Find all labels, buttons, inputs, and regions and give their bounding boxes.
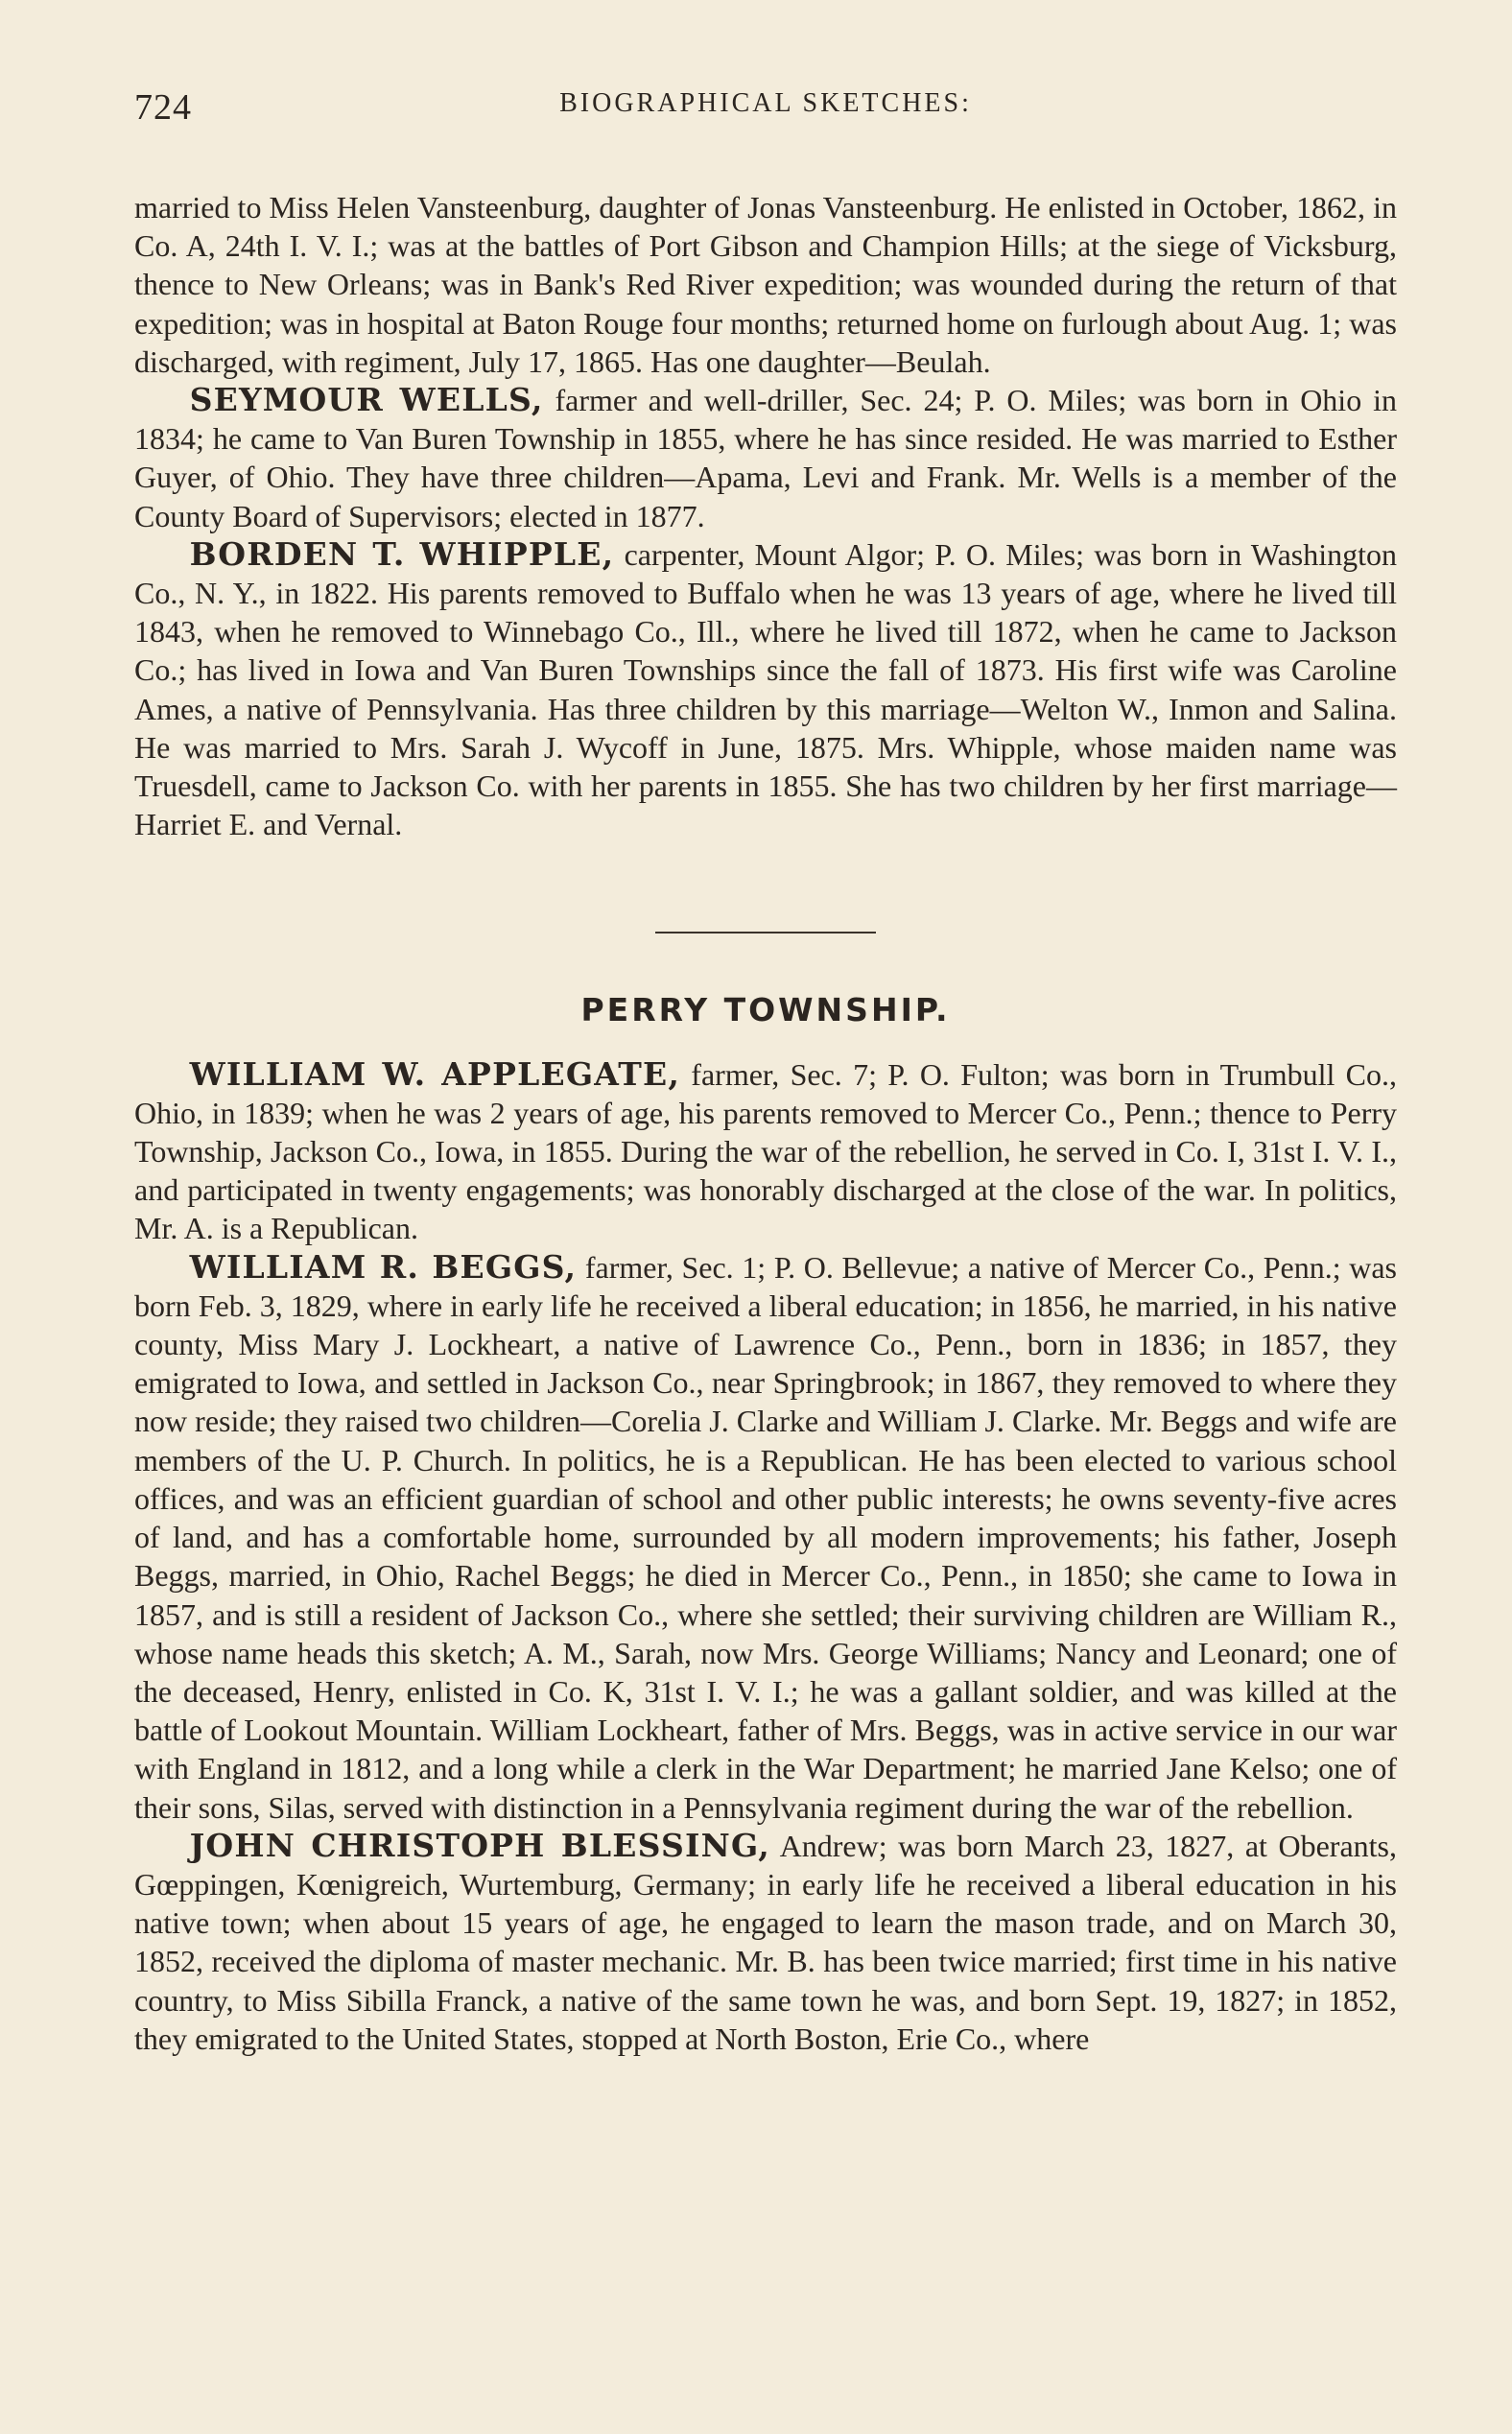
sketch-name: JOHN CHRISTOPH BLESSING, [189, 1826, 770, 1864]
sketch-seymour-wells [134, 381, 1397, 535]
sketch-john-blessing [134, 1827, 1397, 2058]
section-divider [655, 932, 876, 933]
section-heading: PERRY TOWNSHIP. [580, 991, 951, 1029]
sketch-text: farmer, Sec. 1; P. O. Bellevue; a native of Mercer Co., Penn.; was born Feb. 3, 1829, where in early life he received a liberal education; in 1856, he married, in his native county, Miss Mary J. Lockheart, a native of Lawrence Co., Penn., born in 1836; in 1857, they emigrated to Iowa, and settled in Jackson Co., near Springbrook; in 1867, they removed to where they now reside; they raised two children—Corelia J. Clarke and William J. Clarke. Mr. Beggs and wife are members of the U. P. Church. In politics, he is a Republican. He has been elected to various school offices, and was an efficient guardian of school and other public interests; he owns seventy-five acres of land, and has a comfortable home, surrounded by all modern improvements; his father, Joseph Beggs, married, in Ohio, Rachel Beggs; he died in Mercer Co., Penn., in 1850; she came to Iowa in 1857, and is still a resident of Jackson Co., where she settled; their surviving children are William R., whose name heads this sketch; A. M., Sarah, now Mrs. George Williams; Nancy and Leonard; one of the deceased, Henry, enlisted in Co. K, 31st I. V. I.; he was a gallant soldier, and was killed at the battle of Lookout Mountain. William Lockheart, father of Mrs. Beggs, was in active service in our war with England in 1812, and a long while a clerk in the War Department; he married Jane Kelso; one of their sons, Silas, served with distinction in a Pennsylvania regiment during the war of the rebellion. [134, 1249, 1398, 1825]
sketch-william-beggs [134, 1248, 1397, 1827]
body-text [134, 188, 1397, 2058]
sketch-name: WILLIAM W. APPLEGATE, [189, 1054, 681, 1093]
sketch-borden-whipple [134, 535, 1397, 844]
sketch-name: WILLIAM R. BEGGS, [189, 1247, 578, 1286]
sketch-william-applegate [134, 1055, 1397, 1248]
page-number: 724 [134, 87, 192, 128]
continuation-paragraph: married to Miss Helen Vansteenburg, daughter of Jonas Vansteenburg. He enlisted in October, 1862, in Co. A, 24th I. V. I.; was at the battles of Port Gibson and Champion Hills; at the siege of Vicksburg, thence to New Orleans; was in Bank's Red River expedition; was wounded during the return of that expedition; was in hospital at Baton Rouge four months; returned home on furlough about Aug. 1; was discharged, with regiment, July 17, 1865. Has one daughter—Beulah. [134, 190, 1397, 379]
sketch-name: BORDEN T. WHIPPLE, [189, 534, 615, 573]
sketch-text: farmer and well-driller, Sec. 24; P. O. Miles; was born in Ohio in 1834; he came to Van Buren Township in 1855, where he has since resided. He was married to Esther Guyer, of Ohio. They have three children—Apama, Levi and Frank. Mr. Wells is a member of the County Board of Supervisors; elected in 1877. [134, 383, 1397, 533]
sketch-text: Andrew; was born March 23, 1827, at Oberants, Gœppingen, Kœnigreich, Wurtemburg, Germany; in early life he received a liberal education in his native town; when about 15 years of age, he engaged to learn the mason trade, and on March 30, 1852, received the diploma of master mechanic. Mr. B. has been twice married; first time in his native country, to Miss Sibilla Franck, a native of the same town he was, and born Sept. 19, 1827; in 1852, they emigrated to the United States, stopped at North Boston, Erie Co., where [134, 1828, 1398, 2056]
running-title: BIOGRAPHICAL SKETCHES: [559, 88, 972, 118]
running-header [134, 79, 1397, 136]
sketch-text: carpenter, Mount Algor; P. O. Miles; was born in Washington Co., N. Y., in 1822. His parents removed to Buffalo when he was 13 years of age, where he lived till 1843, when he removed to Winnebago Co., Ill., where he lived till 1872, when he came to Jackson Co.; has lived in Iowa and Van Buren Townships since the fall of 1873. His first wife was Caroline Ames, a native of Pennsylvania. Has three children by this marriage—Welton W., Inmon and Salina. He was married to Mrs. Sarah J. Wycoff in June, 1875. Mrs. Whipple, whose maiden name was Truesdell, came to Jackson Co. with her parents in 1855. She has two children by her first marriage—Harriet E. and Vernal. [134, 536, 1398, 842]
sketch-name: SEYMOUR WELLS, [189, 381, 544, 419]
sketch-text: farmer, Sec. 7; P. O. Fulton; was born in Trumbull Co., Ohio, in 1839; when he was 2 years of age, his parents removed to Mercer Co., Penn.; thence to Perry Township, Jackson Co., Iowa, in 1855. During the war of the rebellion, he served in Co. I, 31st I. V. I., and participated in twenty engagements; was honorably discharged at the close of the war. In politics, Mr. A. is a Republican. [134, 1056, 1398, 1246]
